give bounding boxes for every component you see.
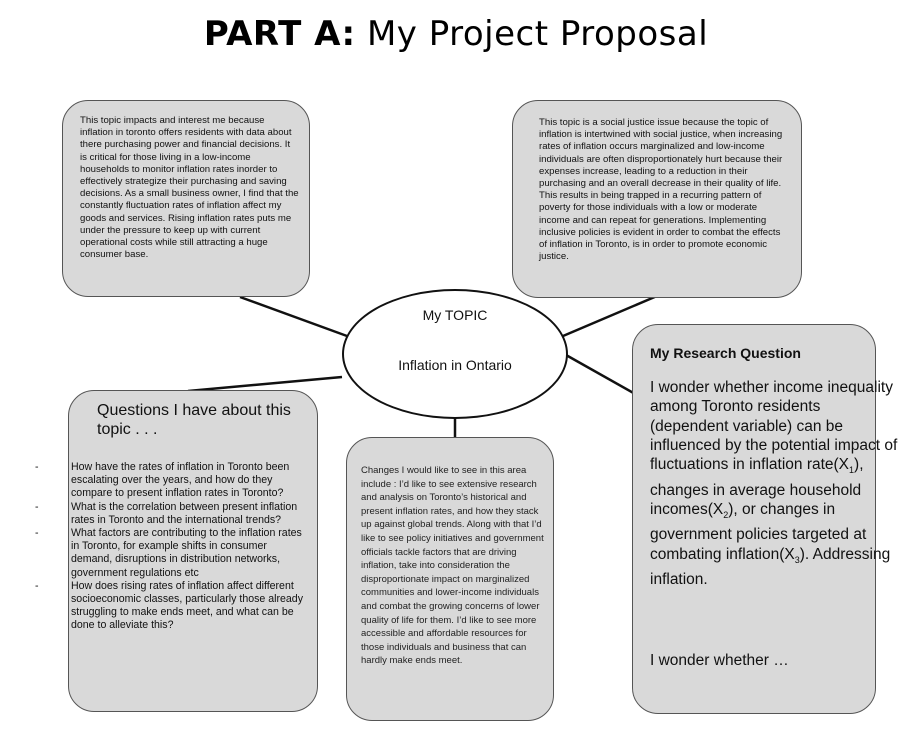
impact-box bbox=[62, 100, 310, 297]
rq-part4: ). Addressing inflation. bbox=[650, 545, 891, 588]
connector-left bbox=[188, 377, 342, 391]
impact-text: This topic impacts and interest me because inflation in toronto offers residents with data about there purchasing power and financial decisions. It is critical for those living in a low-income households to monitor inflation rates inorder to effectively strategize their purchasing and saving decisions. As a small business owner, I find that the constantly fluctuation rates of inflation affect my goods and services. Rising inflation rates puts me under the pressure to keep up with current operational costs while still attracting a huge consumer base. bbox=[80, 115, 299, 261]
research-question-box bbox=[632, 324, 898, 714]
rq-sub3: 3 bbox=[794, 554, 800, 565]
topic-label: My TOPIC bbox=[422, 307, 488, 323]
rq-part1: I wonder whether income inequality among Toronto residents (dependent variable) can be influenced by the potential impact of fluctuations in inflation rate(X bbox=[650, 379, 898, 474]
rq-part3: ), or changes in government policies targeted at combating inflation(X bbox=[650, 500, 867, 563]
research-question-text bbox=[650, 378, 900, 589]
topic-name: Inflation in Ontario bbox=[398, 357, 512, 373]
title-rest: My Project Proposal bbox=[355, 14, 709, 54]
connector-top-left bbox=[240, 297, 347, 336]
rq-sub2: 2 bbox=[723, 509, 729, 520]
topic-ellipse bbox=[342, 289, 568, 419]
title-bold: PART A: bbox=[203, 14, 356, 54]
question-item: - What is the correlation between present inflation rates in Toronto and the international trends? bbox=[35, 501, 311, 527]
social-justice-box bbox=[512, 100, 802, 298]
questions-heading: Questions I have about this topic . . . bbox=[97, 402, 291, 438]
rq-sub1: 1 bbox=[849, 465, 855, 476]
question-item: - What factors are contributing to the inflation rates in Toronto, for example shifts in consumer demand, disruptions in distribution networks, government regulations etc bbox=[35, 527, 311, 580]
connector-right bbox=[566, 355, 637, 395]
rq-part2: ), changes in average household incomes(X bbox=[650, 456, 864, 518]
changes-box bbox=[346, 437, 554, 721]
social-justice-text: This topic is a social justice issue because the topic of inflation is intertwined with social justice, when increasing rates of inflation occurs marginalized and low-income individuals are often disproportionately hurt because their expenses increase, leading to a reduction in their purchasing and an overall decrease in their quality of life. This results in being trapped in a recurring pattern of poverty for those individuals with a low or moderate income and can repeat for generations. Implementing inclusive policies is evident in order to combat the effects of inflation in Toronto, is in order to promote economic justice. bbox=[539, 117, 783, 263]
question-item: - How have the rates of inflation in Toronto been escalating over the years, and how do they compare to present inflation rates in Toronto? bbox=[35, 461, 311, 501]
question-item: - How does rising rates of inflation affect different socioeconomic classes, particularly those already struggling to make ends meet, and what can be done to alleviate this? bbox=[35, 580, 311, 633]
questions-box bbox=[68, 390, 318, 712]
research-question-footer: I wonder whether … bbox=[650, 652, 789, 669]
questions-list bbox=[35, 461, 311, 633]
changes-text: Changes I would like to see in this area include : I’d like to see extensive research and analysis on Toronto’s historical and present inflation rates, and how they stack up against global trends. Along with that I’d like to see policy initiatives and government officials tackle factors that are driving inflation, take into consideration the disproportionate impact on marginalized communities and lower-income individuals and combat the growing concerns of lower quality of life for them. I’d like to see more accessible and affordable resources for those individuals and business that can hardly make ends meet. bbox=[361, 465, 544, 667]
research-question-heading: My Research Question bbox=[650, 345, 801, 361]
